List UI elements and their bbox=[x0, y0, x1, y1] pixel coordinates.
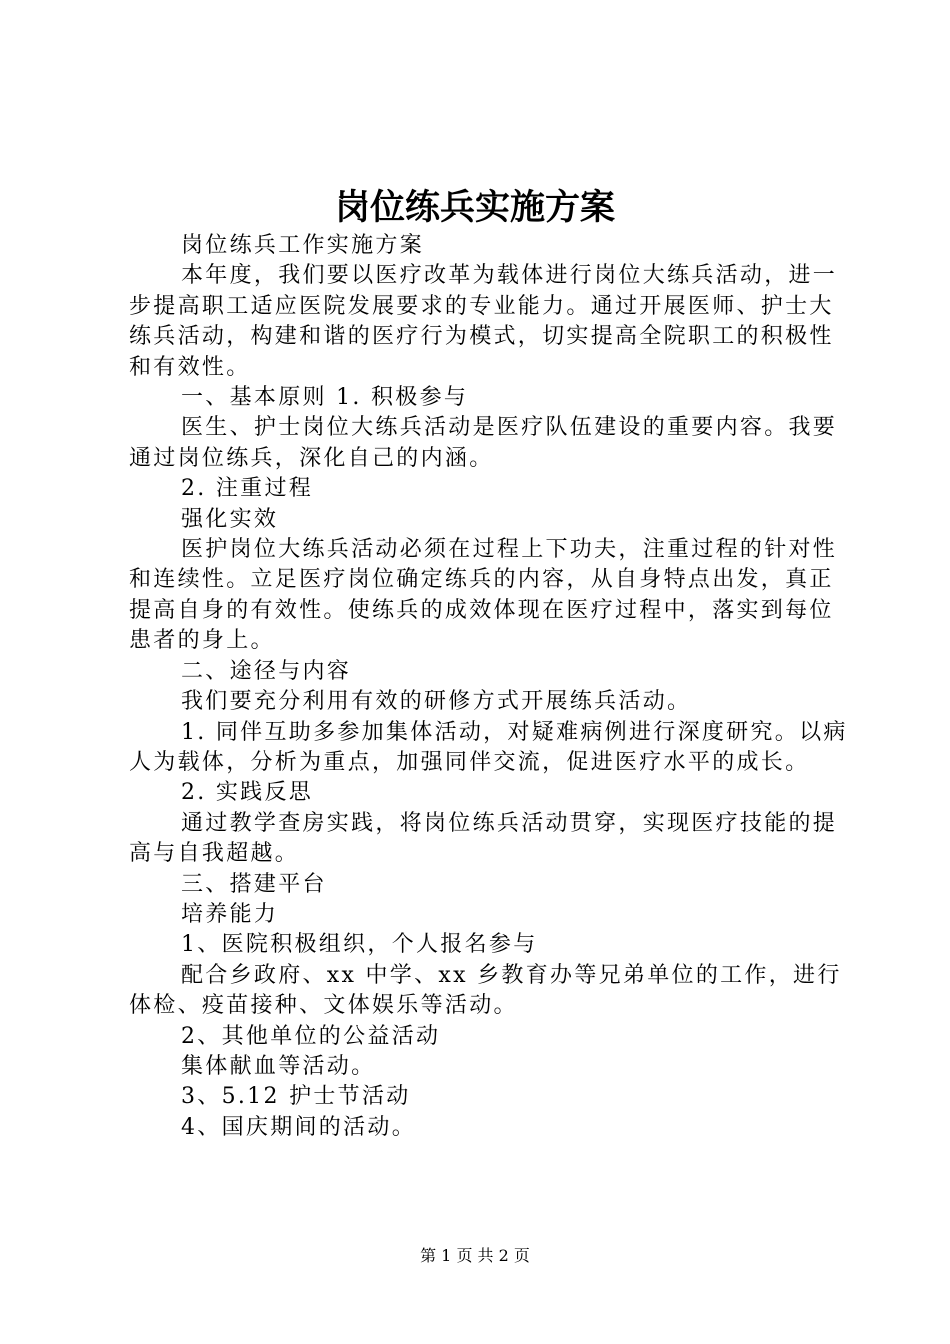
list-item-4: 4、国庆期间的活动。 bbox=[181, 1114, 416, 1140]
paragraph-intro: 本年度，我们要以医疗改革为载体进行岗位大练兵活动，进一步提高职工适应医院发展要求的专业能力。通过开展医师、护士大练兵活动，构建和谐的医疗行为模式，切实提高全院职工的积极性和有效性。 bbox=[129, 263, 838, 380]
list-item-3: 3、5.12 护士节活动 bbox=[181, 1084, 411, 1110]
paragraph-principle-1: 医生、护士岗位大练兵活动是医疗队伍建设的重要内容。我要通过岗位练兵，深化自己的内涵。 bbox=[129, 415, 838, 471]
paragraph-cooperation: 配合乡政府、xx 中学、xx 乡教育办等兄弟单位的工作，进行体检、疫苗接种、文体娱乐等活动。 bbox=[129, 962, 842, 1019]
paragraph-approach: 我们要充分利用有效的研修方式开展练兵活动。 bbox=[181, 689, 692, 715]
page-number-footer: 第 1 页 共 2 页 bbox=[420, 1246, 530, 1265]
page-title: 岗位练兵实施方案 bbox=[334, 187, 615, 228]
list-item-2: 2、其他单位的公益活动 bbox=[181, 1023, 441, 1049]
heading-strengthen-effect: 强化实效 bbox=[181, 506, 279, 532]
paragraph-principle-2: 医护岗位大练兵活动必须在过程上下功夫，注重过程的针对性和连续性。立足医疗岗位确定练兵的内容，从自身特点出发，真正提高自身的有效性。使练兵的成效体现在医疗过程中，落实到每位患者的身上。 bbox=[129, 537, 838, 654]
heading-develop-ability: 培养能力 bbox=[181, 901, 279, 927]
paragraph-peer-support: 1. 同伴互助多参加集体活动，对疑难病例进行深度研究。以病人为载体，分析为重点，加强同伴交流，促进医疗水平的成长。 bbox=[129, 719, 848, 775]
paragraph-blood-donation: 集体献血等活动。 bbox=[181, 1053, 376, 1079]
heading-practice-reflection: 2. 实践反思 bbox=[181, 780, 314, 806]
paragraph-practice: 通过教学查房实践，将岗位练兵活动贯穿，实现医疗技能的提高与自我超越。 bbox=[129, 810, 838, 867]
paragraph-subtitle: 岗位练兵工作实施方案 bbox=[181, 233, 425, 258]
heading-focus-process: 2. 注重过程 bbox=[181, 476, 314, 502]
document-body bbox=[129, 231, 849, 1143]
heading-basic-principles: 一、基本原则 1. 积极参与 bbox=[181, 385, 469, 411]
list-item-1: 1、医院积极组织，个人报名参与 bbox=[181, 932, 538, 958]
heading-build-platform: 三、搭建平台 bbox=[181, 871, 327, 897]
heading-approach-content: 二、途径与内容 bbox=[181, 658, 352, 684]
